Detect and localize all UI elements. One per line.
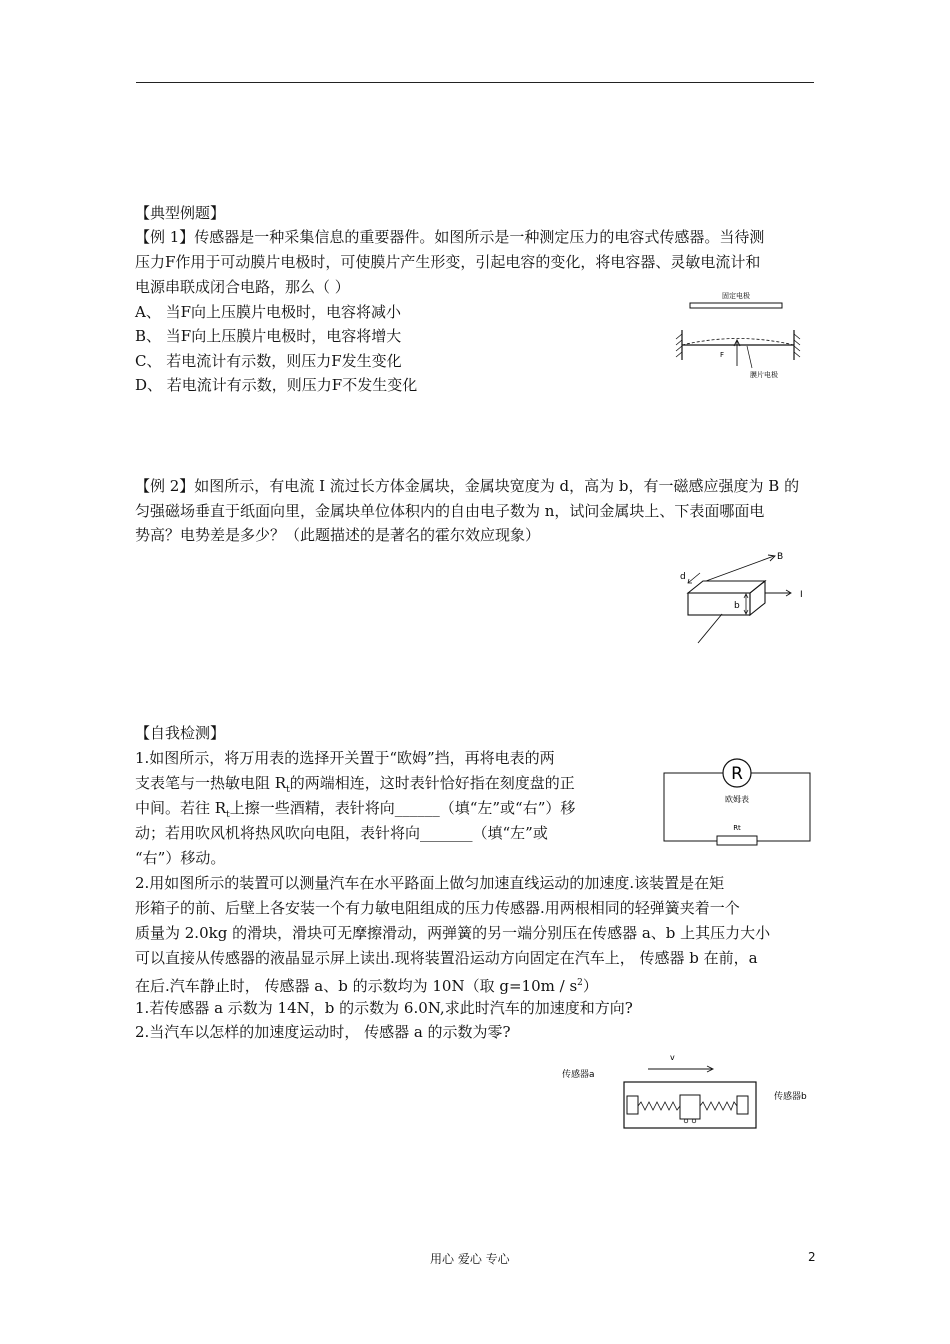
q2-subquestion-1: 1.若传感器 a 示数为 14N，b 的示数为 6.0N,求此时汽车的加速度和方向? xyxy=(135,999,633,1017)
left-wall-hatch xyxy=(676,334,682,357)
thermistor-label: Rt xyxy=(733,824,741,832)
ohmmeter-R-label: R xyxy=(731,764,743,784)
label-B: B xyxy=(777,552,784,562)
thermistor-resistor xyxy=(717,836,757,845)
q2-line-1: 2.用如图所示的装置可以测量汽车在水平路面上做匀加速直线运动的加速度.该装置是在矩 xyxy=(135,874,725,892)
section-heading-self-check: 【自我检测】 xyxy=(135,724,226,742)
sensor-b xyxy=(737,1096,748,1114)
page-number: 2 xyxy=(808,1250,816,1264)
q2-line-2: 形箱子的前、后壁上各安装一个有力敏电阻组成的压力传感器.用两根相同的轻弹簧夹着一个 xyxy=(135,899,740,917)
ohmmeter-circuit-figure xyxy=(662,755,814,845)
ex1-text-line-2: 压力F作用于可动膜片电极时，可使膜片产生形变，引起电容的变化，将电容器、灵敏电流计和 xyxy=(135,253,761,271)
ex1-text-line-3: 电源串联成闭合电路，那么（ ） xyxy=(135,278,350,296)
label-d: d xyxy=(680,572,686,582)
fixed-electrode-label: 固定电极 xyxy=(722,292,750,300)
q2-line-4: 可以直接从传感器的液晶显示屏上读出.现将装置沿运动方向固定在汽车上， 传感器 b 在前，a xyxy=(135,949,758,967)
q2-line-5: 在后.汽车静止时， 传感器 a、b 的示数均为 10N（取 $g=10m / s^2$） xyxy=(135,977,598,995)
ex1-option-c: C、 若电流计有示数，则压力F发生变化 xyxy=(135,352,402,370)
hall-effect-figure xyxy=(670,545,820,645)
slider-block xyxy=(680,1095,700,1119)
q1-line-4: 动；若用吹风机将热风吹向电阻，表针将向_______（填“左”或 xyxy=(135,824,548,842)
header-rule xyxy=(136,82,814,83)
right-wall-hatch xyxy=(794,334,800,357)
magnetic-field-arrow xyxy=(706,556,774,581)
q1-line-5: “右”）移动。 xyxy=(135,849,226,867)
membrane-electrode-label: 膜片电极 xyxy=(750,371,778,379)
membrane-leader-line xyxy=(747,346,752,368)
q1-line-2: 支表笔与一热敏电阻 $R_t$的两端相连，这时表针恰好指在刻度盘的正 xyxy=(135,774,575,795)
q1-line-3: 中间。若往 $R_t$上擦一些酒精，表针将向______（填“左”或“右”）移 xyxy=(135,799,576,820)
ex2-text-line-3: 势高？电势差是多少？（此题描述的是著名的霍尔效应现象） xyxy=(135,526,541,544)
accelerometer-figure xyxy=(560,1048,825,1138)
label-I: I xyxy=(800,590,803,600)
block-front-face xyxy=(688,593,750,615)
q2-subquestion-2: 2.当汽车以怎样的加速度运动时， 传感器 a 的示数为零? xyxy=(135,1023,511,1041)
sensor-a xyxy=(627,1096,638,1114)
section-heading-examples: 【典型例题】 xyxy=(135,204,226,222)
force-label: F xyxy=(720,351,725,359)
block-side-face xyxy=(750,581,765,615)
fixed-electrode-plate xyxy=(690,303,782,308)
ex1-option-d: D、 若电流计有示数，则压力F不发生变化 xyxy=(135,376,418,394)
q1-line-1: 1.如图所示，将万用表的选择开关置于“欧姆”挡，再将电表的两 xyxy=(135,749,555,767)
ex1-text-line-1: 【例 1】传感器是一种采集信息的重要器件。如图所示是一种测定压力的电容式传感器。当待测 xyxy=(135,228,765,246)
ex1-option-b: B、 当F向上压膜片电极时，电容将增大 xyxy=(135,327,402,345)
ex2-text-line-2: 匀强磁场垂直于纸面向里，金属块单位体积内的自由电子数为 n，试问金属块上、下表面哪面电 xyxy=(135,502,765,520)
footer-motto: 用心 爱心 专心 xyxy=(430,1252,510,1266)
block-top-face xyxy=(688,581,765,593)
width-d-indicator xyxy=(688,573,700,583)
q2-line-3: 质量为 2.0kg 的滑块，滑块可无摩擦滑动，两弹簧的另一端分别压在传感器 a、b 上其压力大小 xyxy=(135,924,771,942)
spring-left xyxy=(638,1102,680,1110)
ohmmeter-label: 欧姆表 xyxy=(725,795,749,804)
spring-right xyxy=(700,1102,737,1110)
ex2-text-line-1: 【例 2】如图所示，有电流 I 流过长方体金属块，金属块宽度为 d，高为 b，有一磁感应强度为 B 的 xyxy=(135,477,800,495)
capacitor-sensor-figure xyxy=(670,288,820,384)
sensor-a-label: 传感器a xyxy=(562,1070,595,1080)
velocity-label: v xyxy=(670,1053,675,1062)
label-b: b xyxy=(734,601,740,611)
sensor-b-label: 传感器b xyxy=(774,1092,807,1102)
ex1-option-a: A、 当F向上压膜片电极时，电容将减小 xyxy=(135,303,402,321)
field-tail-line xyxy=(698,614,722,643)
